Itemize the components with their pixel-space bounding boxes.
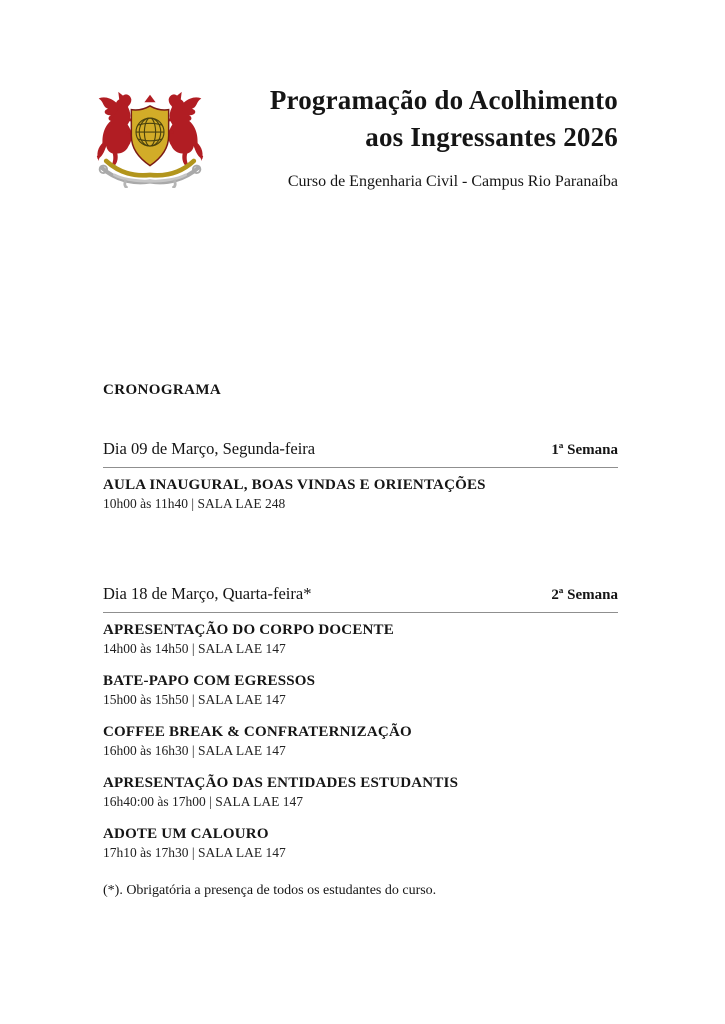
page-subtitle: Curso de Engenharia Civil - Campus Rio Paranaíba [287, 173, 618, 190]
day-header-row [103, 439, 618, 459]
week-badge: 1ª Semana [551, 442, 618, 458]
event-time-room: 14h00 às 14h50 | SALA LAE 147 [103, 641, 286, 656]
footnote: (*). Obrigatória a presença de todos os estudantes do curso. [103, 883, 437, 898]
schedule-content [103, 0, 618, 900]
event-time-room: 16h00 às 16h30 | SALA LAE 147 [103, 743, 286, 758]
day-label: Dia 18 de Março, Quarta-feira* [103, 584, 312, 603]
event-title: APRESENTAÇÃO DAS ENTIDADES ESTUDANTIS [103, 775, 459, 791]
event-item [103, 621, 618, 657]
schedule-heading: CRONOGRAMA [103, 382, 222, 398]
event-item [103, 774, 618, 810]
event-time-room: 17h10 às 17h30 | SALA LAE 147 [103, 845, 286, 860]
event-title: AULA INAUGURAL, BOAS VINDAS E ORIENTAÇÕES [103, 477, 486, 493]
day-label: Dia 09 de Março, Segunda-feira [103, 439, 316, 458]
event-item [103, 723, 618, 759]
event-title: ADOTE UM CALOURO [103, 826, 269, 842]
page-title-line2: aos Ingressantes 2026 [365, 122, 618, 152]
event-time-room: 15h00 às 15h50 | SALA LAE 147 [103, 692, 286, 707]
day-section-2 [103, 584, 618, 861]
day-header-row [103, 584, 618, 604]
event-item [103, 825, 618, 861]
event-title: BATE-PAPO COM EGRESSOS [103, 673, 316, 689]
event-item [103, 476, 618, 512]
event-time-room: 10h00 às 11h40 | SALA LAE 248 [103, 496, 286, 511]
divider-rule [103, 612, 618, 613]
event-time-room: 16h40:00 às 17h00 | SALA LAE 147 [103, 794, 303, 809]
day-section-1 [103, 439, 618, 512]
event-title: APRESENTAÇÃO DO CORPO DOCENTE [103, 622, 394, 638]
divider-rule [103, 467, 618, 468]
page-title-line1: Programação do Acolhimento [269, 85, 618, 115]
event-item [103, 672, 618, 708]
week-badge: 2ª Semana [551, 587, 618, 603]
event-title: COFFEE BREAK & CONFRATERNIZAÇÃO [103, 724, 412, 740]
